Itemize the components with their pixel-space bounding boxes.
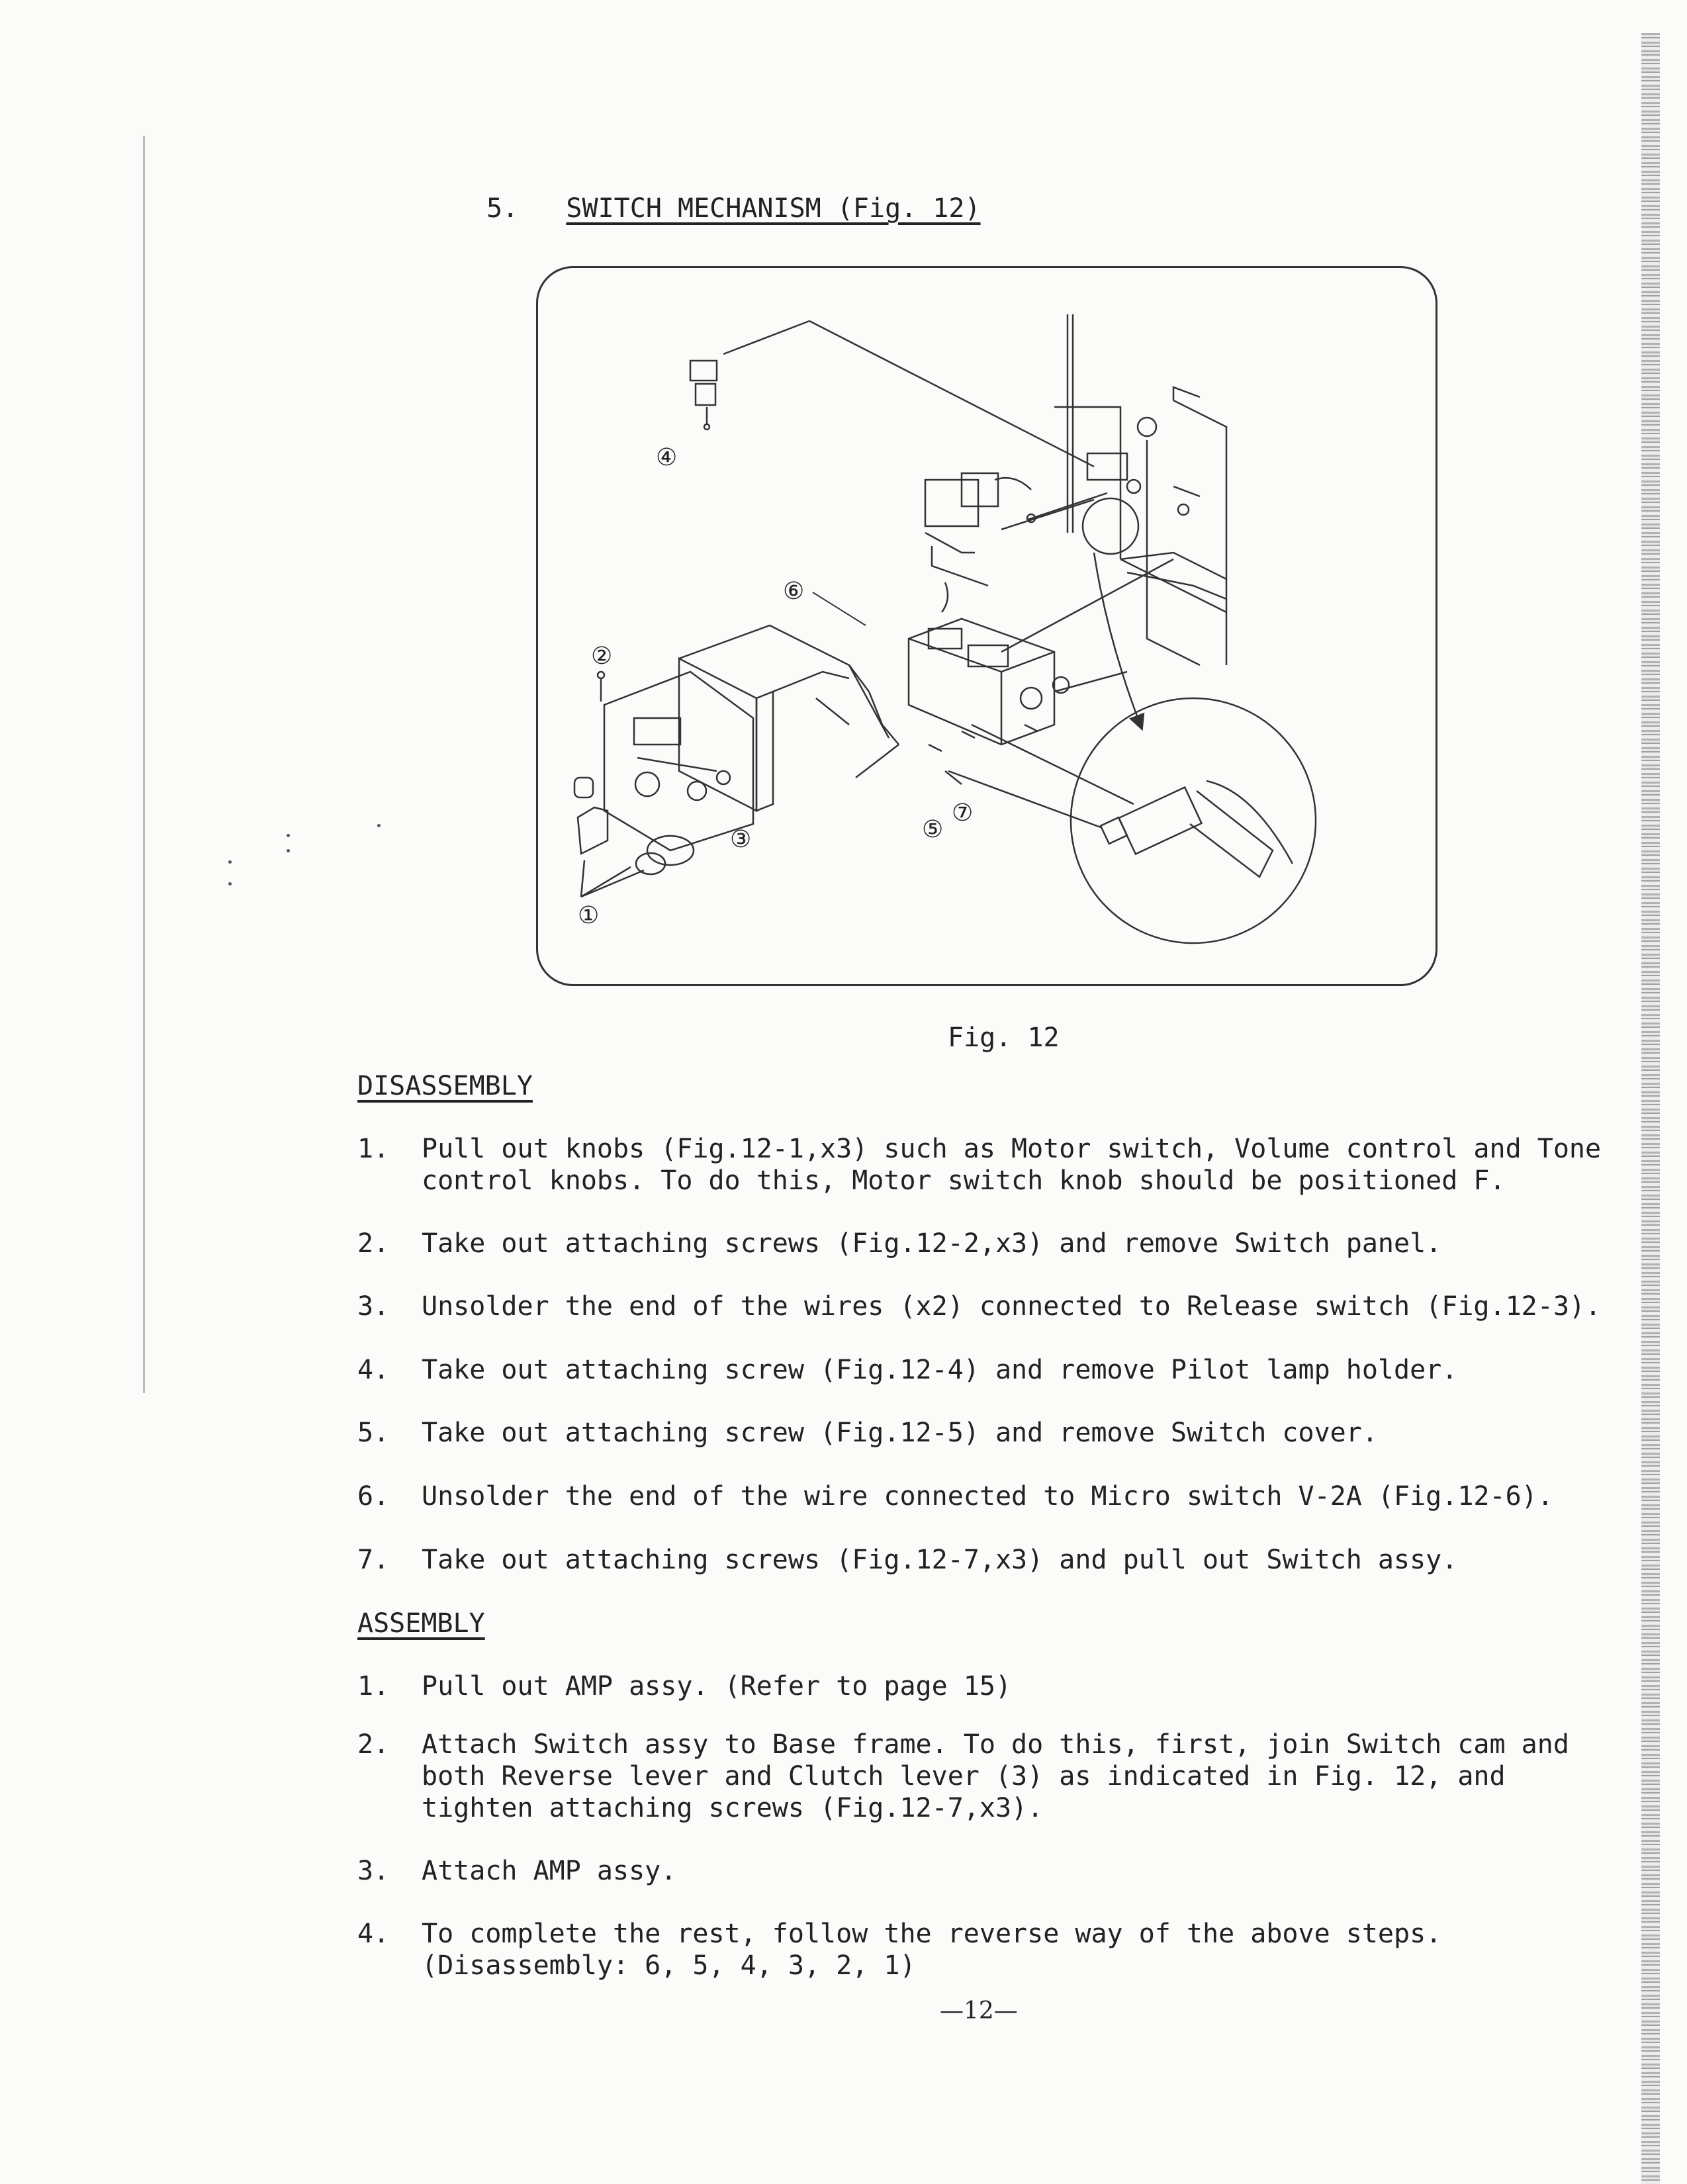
figure-12 <box>536 266 1437 986</box>
scan-edge <box>1641 33 1660 2184</box>
scan-speck <box>287 834 290 837</box>
switch-panel <box>598 672 753 850</box>
pilot-lamp-holder <box>690 321 1094 467</box>
step-number: 5. <box>357 1418 390 1448</box>
micro-switch <box>925 473 1107 586</box>
step-number: 4. <box>357 1355 390 1385</box>
svg-text:①: ① <box>578 902 600 929</box>
svg-text:⑦: ⑦ <box>952 799 974 827</box>
callout-6 <box>783 578 866 625</box>
chassis-frame <box>1054 314 1226 665</box>
step-number: 1. <box>357 1134 390 1164</box>
svg-text:⑥: ⑥ <box>783 578 805 605</box>
section-title: SWITCH MECHANISM (Fig. 12) <box>566 193 981 224</box>
step-text: Unsolder the end of the wire connected to Micro switch V-2A (Fig.12-6). <box>422 1481 1553 1512</box>
svg-text:⑤: ⑤ <box>922 816 944 843</box>
step-text: To complete the rest, follow the reverse way of the above steps. (Disassembly: 6, 5, 4, 3, 2, 1) <box>422 1919 1442 1981</box>
step-text: Pull out knobs (Fig.12-1,x3) such as Motor switch, Volume control and Tone control knobs. To do this, Motor switch knob should be positioned F. <box>422 1134 1602 1196</box>
step-text: Take out attaching screw (Fig.12-4) and remove Pilot lamp holder. <box>422 1355 1458 1385</box>
callout-4 <box>656 444 677 471</box>
callout-7 <box>952 799 973 827</box>
step-number: 3. <box>357 1291 390 1322</box>
svg-text:④: ④ <box>656 444 678 471</box>
step-number: 6. <box>357 1481 390 1512</box>
scan-speck <box>228 860 232 864</box>
step-number: 4. <box>357 1919 390 1949</box>
step-text: Attach Switch assy to Base frame. To do this, first, join Switch cam and both Reverse lever and Clutch lever (3) as indicated in Fig. 12, and tighten attaching screws (Fig.12-7,x3). <box>422 1729 1569 1823</box>
binder-margin-line <box>143 136 145 1393</box>
callout-1 <box>578 902 599 929</box>
step-text: Attach AMP assy. <box>422 1856 677 1886</box>
callout-3 <box>730 826 751 853</box>
section-heading <box>486 193 981 224</box>
step-number: 2. <box>357 1228 390 1259</box>
svg-text:③: ③ <box>730 826 752 853</box>
step-number: 7. <box>357 1545 390 1575</box>
svg-text:②: ② <box>591 643 613 670</box>
step-text: Take out attaching screws (Fig.12-2,x3) and remove Switch panel. <box>422 1228 1442 1259</box>
scan-speck <box>228 882 232 886</box>
switch-assy <box>909 559 1173 745</box>
step-number: 3. <box>357 1856 390 1886</box>
knobs <box>574 778 694 897</box>
exploded-diagram <box>538 268 1437 986</box>
disassembly-heading: DISASSEMBLY <box>357 1071 533 1101</box>
section-number: 5. <box>486 193 519 224</box>
assembly-heading: ASSEMBLY <box>357 1608 485 1639</box>
detail-magnifier <box>1071 498 1316 943</box>
step-text: Pull out AMP assy. (Refer to page 15) <box>422 1671 1012 1702</box>
callout-5 <box>922 816 943 843</box>
page-number: —12— <box>940 1997 1018 2025</box>
switch-cover <box>679 625 899 811</box>
step-number: 2. <box>357 1729 390 1760</box>
scan-speck <box>377 824 381 827</box>
step-number: 1. <box>357 1671 390 1702</box>
step-text: Take out attaching screw (Fig.12-5) and remove Switch cover. <box>422 1418 1378 1448</box>
step-text: Take out attaching screws (Fig.12-7,x3) and pull out Switch assy. <box>422 1545 1458 1575</box>
callout-2 <box>591 643 612 670</box>
step-text: Unsolder the end of the wires (x2) connected to Release switch (Fig.12-3). <box>422 1291 1602 1322</box>
scan-speck <box>287 849 290 852</box>
figure-caption: Fig. 12 <box>948 1023 1060 1053</box>
